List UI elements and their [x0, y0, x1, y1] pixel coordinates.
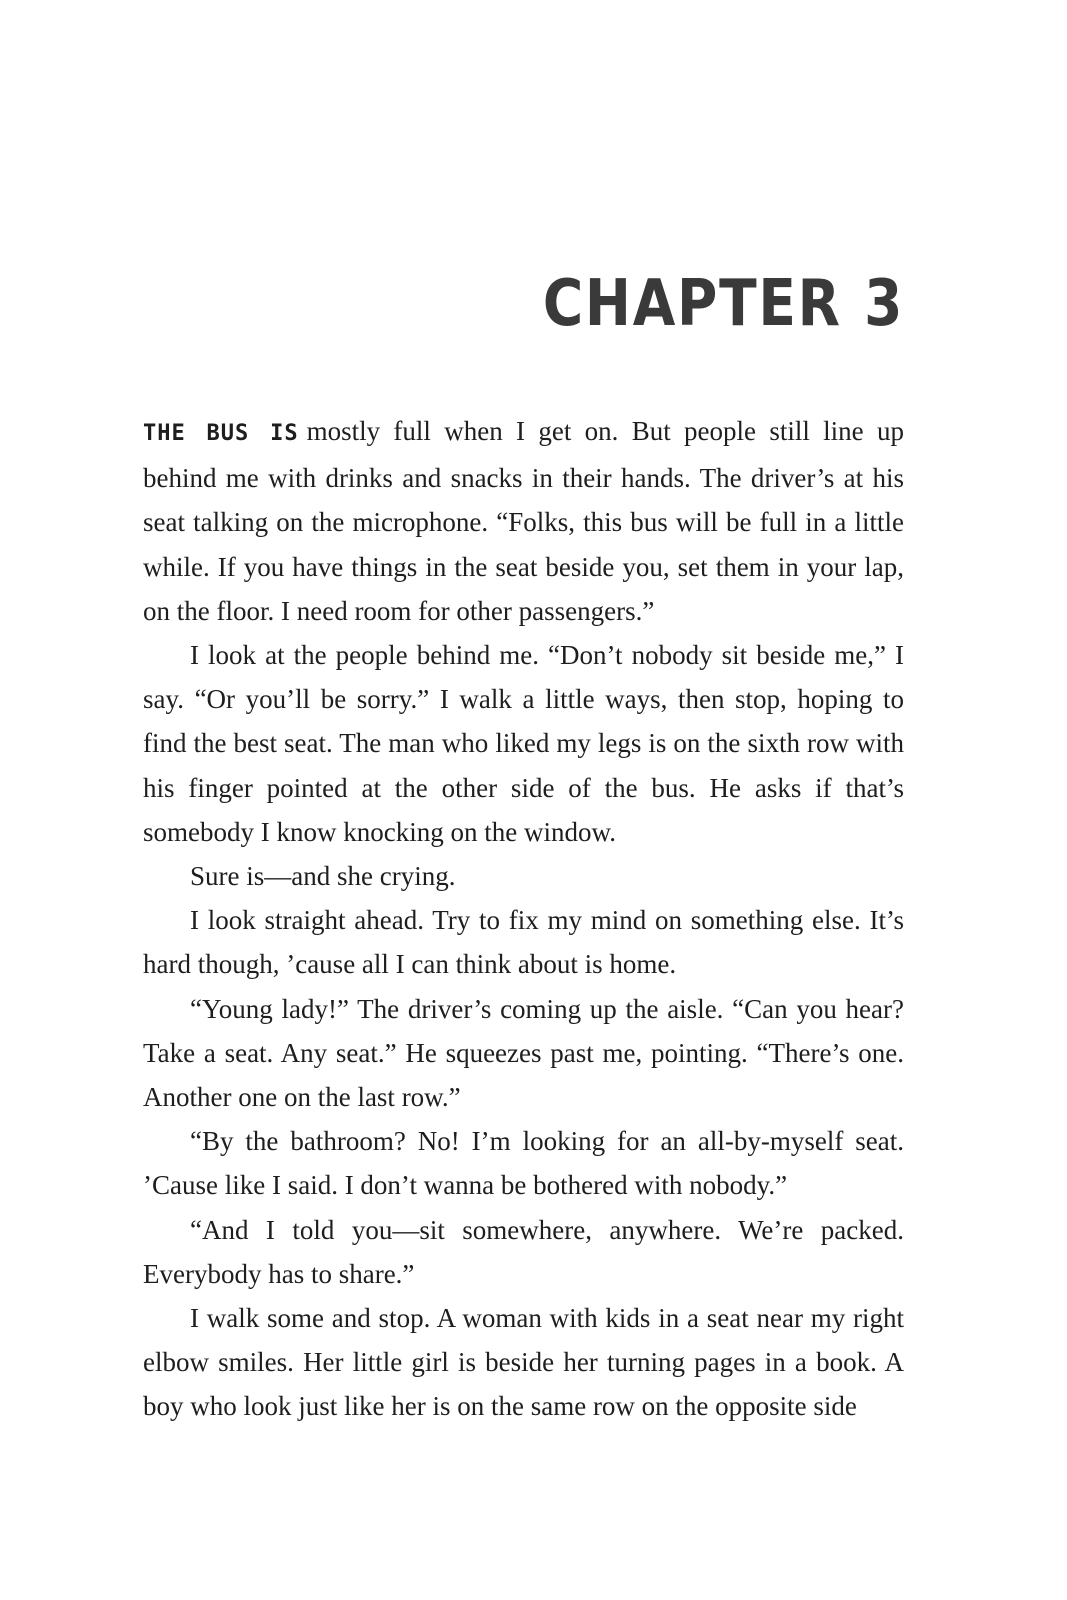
- paragraph: Sure is—and she crying.: [190, 861, 456, 892]
- paragraph: I look at the people behind me. “Don’t nobody sit beside me,” I say. “Or you’ll be sorry.” I walk a little ways, then stop, hoping to find the best seat. The man who liked my legs is on the sixth row with his finger pointed at the other side of the bus. He asks if that’s somebody I know knocking on the window.: [143, 640, 904, 847]
- chapter-body: [143, 409, 904, 1429]
- lead-in-text: THE BUS IS: [143, 421, 299, 446]
- chapter-heading: [542, 267, 904, 341]
- paragraph: I walk some and stop. A woman with kids in a seat near my right elbow smiles. Her little girl is beside her turning pages in a book. A boy who look just like her is on the same row on the opposite side: [143, 1303, 904, 1422]
- paragraph: “And I told you—sit somewhere, anywhere. We’re packed. Everybody has to share.”: [143, 1214, 904, 1289]
- chapter-number: 3: [863, 267, 904, 341]
- paragraph: I look straight ahead. Try to fix my mind on something else. It’s hard though, ’cause all I can think about is home.: [143, 905, 904, 980]
- chapter-label: CHAPTER: [542, 267, 842, 341]
- paragraph: [143, 409, 904, 633]
- paragraph: “By the bathroom? No! I’m looking for an all-by-myself seat. ’Cause like I said. I don’t wanna be bothered with nobody.”: [143, 1126, 904, 1201]
- paragraph: “Young lady!” The driver’s coming up the aisle. “Can you hear? Take a seat. Any seat.” He squeezes past me, pointing. “There’s one. Another one on the last row.”: [143, 993, 904, 1113]
- paragraph-text: mostly full when I get on. But people still line up behind me with drinks and snacks in their hands. The driver’s at his seat talking on the microphone. “Folks, this bus will be full in a little while. If you have things in the seat beside you, set them in your lap, on the floor. I need room for other passengers.”: [143, 416, 904, 626]
